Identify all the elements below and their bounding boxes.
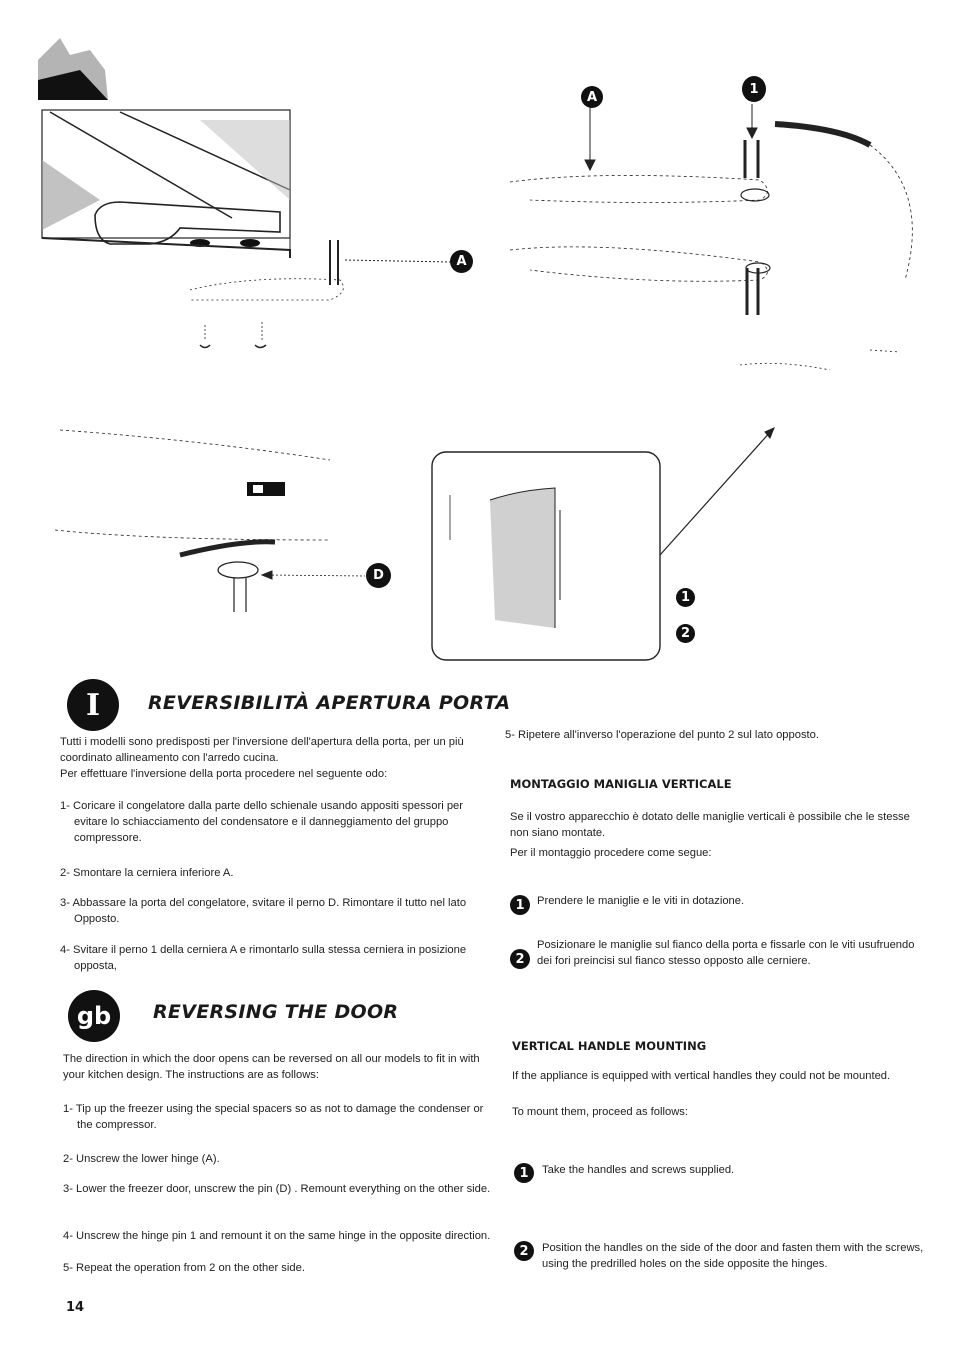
english-title: REVERSING THE DOOR: [153, 1001, 399, 1023]
italian-intro-1: Tutti i modelli sono predisposti per l'inversione dell'apertura della porta, per un più coordinato allineamento con l'arredo cucina.: [60, 736, 464, 764]
callout-d: [366, 563, 391, 588]
italian-step-4: 4- Svitare il perno 1 della cerniera A e rimontarlo sulla stessa cerniera in posizione opposta,: [60, 944, 467, 972]
callout-d-label: D: [373, 568, 384, 583]
step-two-icon: [510, 949, 530, 969]
gb-flag-label: gb: [76, 1002, 112, 1030]
italian-handle-intro: Se il vostro apparecchio è dotato delle maniglie verticali è possibile che le stesse non siano montate.: [510, 811, 910, 839]
step-one-icon: [510, 895, 530, 915]
english-step-4: 4- Unscrew the hinge pin 1 and remount it on the same hinge in the opposite direction.: [63, 1230, 491, 1242]
callout-a-left-label: A: [456, 254, 467, 269]
italian-step-1: 1- Coricare il congelatore dalla parte dello schienale usando appositi spessori per evitare lo schiacciamento del condensatore e il danneggiamento del gruppo compressore.: [60, 800, 463, 844]
italian-handle-step-2: Posizionare le maniglie sul fianco della porta e fissarle con le viti usufruendo dei fori preincisi sul fianco stesso opposto alle cerniere.: [537, 939, 915, 967]
italian-step-2: 2- Smontare la cerniera inferiore A.: [60, 867, 234, 879]
english-step-3: 3- Lower the freezer door, unscrew the pin (D) . Remount everything on the other side.: [63, 1183, 491, 1195]
gb-flag-icon: [68, 990, 120, 1042]
english-intro: The direction in which the door opens can be reversed on all our models to fit in with your kitchen design. The instructions are as follows:: [63, 1053, 480, 1081]
english-step-1: 1- Tip up the freezer using the special spacers so as not to damage the condenser or the compressor.: [63, 1103, 484, 1131]
italian-handle-step-1: Prendere le maniglie e le viti in dotazione.: [537, 895, 745, 907]
italian-step-5: 5- Ripetere all'inverso l'operazione del punto 2 sul lato opposto.: [505, 729, 819, 741]
english-step-two-icon: [514, 1241, 534, 1261]
english-step-2: 2- Unscrew the lower hinge (A).: [63, 1153, 220, 1165]
page-number: 14: [66, 1300, 85, 1315]
english-handle-heading: VERTICAL HANDLE MOUNTING: [512, 1039, 707, 1053]
english-step-two-label: 2: [519, 1243, 529, 1259]
hinge-diagram: [0, 0, 954, 670]
freezer-corner-drawing: [42, 110, 450, 348]
callout-a-top-label: A: [586, 89, 598, 105]
english-handle-step-2: Position the handles on the side of the door and fasten them with the screws, using the predrilled holes on the side opposite the hinges.: [542, 1242, 924, 1270]
callout-2-bottom: [676, 624, 695, 643]
callout-2-bottom-label: 2: [680, 626, 691, 641]
english-step-5: 5- Repeat the operation from 2 on the other side.: [63, 1262, 305, 1274]
english-handle-proceed: To mount them, proceed as follows:: [512, 1106, 688, 1118]
english-step-one-icon: [514, 1163, 534, 1183]
hinge-exploded-drawing: [510, 104, 912, 370]
step-two-label: 2: [515, 951, 525, 967]
callout-1-bottom-label: 1: [680, 590, 691, 605]
callout-1-top-label: 1: [749, 81, 759, 97]
italian-flag-label: I: [85, 687, 101, 723]
italian-handle-proceed: Per il montaggio procedere come segue:: [510, 847, 712, 859]
italian-intro-2: Per effettuare l'inversione della porta procedere nel seguente odo:: [60, 768, 388, 780]
callout-1-top: [742, 76, 766, 102]
callout-a-top: [581, 86, 603, 108]
step-one-label: 1: [515, 897, 525, 913]
italian-handle-heading: MONTAGGIO MANIGLIA VERTICALE: [510, 777, 732, 791]
italian-step-3: 3- Abbassare la porta del congelatore, svitare il perno D. Rimontare il tutto nel lato Opposto.: [60, 897, 467, 925]
english-handle-step-1: Take the handles and screws supplied.: [542, 1164, 735, 1176]
italian-title: REVERSIBILITÀ APERTURA PORTA: [148, 692, 511, 714]
italian-flag-icon: [67, 679, 119, 731]
corner-decoration: [38, 38, 108, 100]
callout-a-left: [450, 250, 473, 273]
english-handle-intro: If the appliance is equipped with vertical handles they could not be mounted.: [512, 1070, 891, 1082]
pin-drawing: [55, 430, 365, 612]
english-step-one-label: 1: [519, 1165, 529, 1181]
handle-detail-box: [432, 428, 774, 660]
callout-1-bottom: [676, 588, 695, 607]
